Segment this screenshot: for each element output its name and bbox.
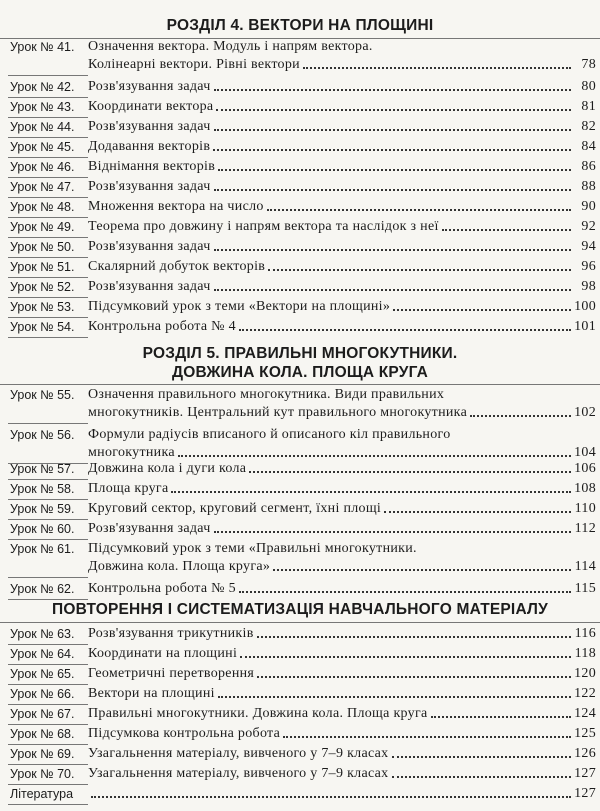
entry-last-line xyxy=(88,258,596,276)
dot-leader xyxy=(91,796,571,798)
entry-line: Розв'язування трикутників xyxy=(88,626,254,641)
entry-last-line xyxy=(88,56,596,74)
entry-line: Означення вектора. Модуль і напрям вектора. xyxy=(88,39,373,54)
row-divider xyxy=(8,423,88,424)
dot-leader xyxy=(257,636,571,638)
lesson-number: Урок № 51. xyxy=(10,260,75,274)
page-number[interactable]: 96 xyxy=(581,259,596,274)
row-divider xyxy=(8,75,88,76)
page-number[interactable]: 101 xyxy=(574,319,596,334)
entry-line: Скалярний добуток векторів xyxy=(88,259,266,274)
entry-last-line xyxy=(88,645,596,663)
page-number[interactable]: 127 xyxy=(574,766,596,781)
page-number[interactable]: 114 xyxy=(574,559,596,574)
dot-leader xyxy=(214,189,571,191)
entry-text xyxy=(88,158,596,176)
entry-text xyxy=(88,520,596,538)
dot-leader xyxy=(442,229,571,231)
lesson-number: Урок № 48. xyxy=(10,200,75,214)
dot-leader xyxy=(214,249,571,251)
section-title: РОЗДІЛ 5. ПРАВИЛЬНІ МНОГОКУТНИКИ. xyxy=(142,345,458,362)
entry-text xyxy=(88,625,596,643)
entry-line: Координати вектора xyxy=(88,99,214,114)
lesson-number: Урок № 64. xyxy=(10,647,75,661)
entry-last-line xyxy=(88,480,596,498)
entry-last-line xyxy=(88,685,596,703)
entry-text xyxy=(88,218,596,236)
lesson-number: Урок № 41. xyxy=(10,40,75,54)
entry-line: Розв'язування задач xyxy=(88,79,211,94)
entry-text xyxy=(88,426,596,462)
page-number[interactable]: 82 xyxy=(581,119,596,134)
entry-text xyxy=(88,278,596,296)
entry-line: Контрольна робота № 4 xyxy=(88,319,236,334)
entry-text xyxy=(88,386,596,422)
page-number[interactable]: 81 xyxy=(581,99,596,114)
lesson-number: Урок № 63. xyxy=(10,627,75,641)
lesson-number: Урок № 49. xyxy=(10,220,75,234)
dot-leader xyxy=(214,289,571,291)
entry-line: Довжина кола. Площа круга» xyxy=(88,559,271,574)
entry-line: Довжина кола і дуги кола xyxy=(88,461,247,476)
lesson-number: Урок № 50. xyxy=(10,240,75,254)
lesson-number: Урок № 56. xyxy=(10,428,75,442)
entry-text xyxy=(88,178,596,196)
dot-leader xyxy=(178,455,571,457)
entry-line: Площа круга xyxy=(88,481,169,496)
entry-last-line xyxy=(88,625,596,643)
dot-leader xyxy=(268,269,571,271)
page-number[interactable]: 118 xyxy=(574,646,596,661)
lesson-number: Урок № 62. xyxy=(10,582,75,596)
page-number[interactable]: 84 xyxy=(581,139,596,154)
entry-line: Підсумковий урок з теми «Правильні многокутники. xyxy=(88,541,417,556)
entry-line: Розв'язування задач xyxy=(88,179,211,194)
lesson-number: Урок № 69. xyxy=(10,747,75,761)
row-divider xyxy=(8,599,88,600)
dot-leader xyxy=(239,591,571,593)
lesson-number: Література xyxy=(10,787,74,801)
dot-leader xyxy=(214,531,571,533)
entry-line: Розв'язування задач xyxy=(88,521,211,536)
entry-text xyxy=(88,78,596,96)
entry-last-line xyxy=(88,318,596,336)
page-number[interactable]: 78 xyxy=(581,57,596,72)
entry-line: Координати на площині xyxy=(88,646,238,661)
dot-leader xyxy=(283,736,571,738)
page-number[interactable]: 88 xyxy=(581,179,596,194)
entry-text xyxy=(88,725,596,743)
page-number[interactable]: 110 xyxy=(574,501,596,516)
page-number[interactable]: 122 xyxy=(574,686,596,701)
entry-line: Узагальнення матеріалу, вивченого у 7–9 класах xyxy=(88,766,389,781)
entry-text xyxy=(88,38,596,74)
lesson-number: Урок № 58. xyxy=(10,482,75,496)
entry-text xyxy=(88,785,596,803)
page-number[interactable]: 108 xyxy=(574,481,596,496)
entry-last-line xyxy=(88,138,596,156)
entry-text xyxy=(88,500,596,518)
entry-last-line xyxy=(88,558,596,576)
entry-text xyxy=(88,318,596,336)
entry-last-line xyxy=(88,158,596,176)
entry-line: Підсумковий урок з теми «Вектори на площині» xyxy=(88,299,391,314)
row-divider xyxy=(8,577,88,578)
page-number[interactable]: 86 xyxy=(581,159,596,174)
row-divider xyxy=(8,804,88,805)
entry-line: Означення правильного многокутника. Види правильних xyxy=(88,387,445,402)
page-number[interactable]: 80 xyxy=(581,79,596,94)
lesson-number: Урок № 67. xyxy=(10,707,75,721)
page-number[interactable]: 90 xyxy=(581,199,596,214)
page-number[interactable]: 100 xyxy=(574,299,596,314)
entry-line: Формули радіусів вписаного й описаного кіл правильного xyxy=(88,427,451,442)
entry-last-line xyxy=(88,725,596,743)
entry-line: Додавання векторів xyxy=(88,139,211,154)
entry-last-line xyxy=(88,665,596,683)
dot-leader xyxy=(240,656,571,658)
lesson-number: Урок № 53. xyxy=(10,300,75,314)
dot-leader xyxy=(218,696,571,698)
lesson-number: Урок № 44. xyxy=(10,120,75,134)
entry-line: многокутника xyxy=(88,445,175,460)
lesson-number: Урок № 43. xyxy=(10,100,75,114)
entry-last-line xyxy=(88,580,596,598)
page-number[interactable]: 115 xyxy=(574,581,596,596)
entry-line: Множення вектора на число xyxy=(88,199,264,214)
entry-text xyxy=(88,238,596,256)
entry-text xyxy=(88,98,596,116)
dot-leader xyxy=(257,676,571,678)
dot-leader xyxy=(431,716,571,718)
page-number[interactable]: 106 xyxy=(574,461,596,476)
entry-line: Розв'язування задач xyxy=(88,119,211,134)
entry-last-line xyxy=(88,785,596,803)
lesson-number: Урок № 46. xyxy=(10,160,75,174)
lesson-number: Урок № 54. xyxy=(10,320,75,334)
entry-line: Розв'язування задач xyxy=(88,279,211,294)
page-number[interactable]: 125 xyxy=(574,726,596,741)
entry-line: Геометричні перетворення xyxy=(88,666,255,681)
entry-text xyxy=(88,665,596,683)
page-number[interactable]: 98 xyxy=(581,279,596,294)
page-number[interactable]: 104 xyxy=(574,445,596,460)
entry-text xyxy=(88,685,596,703)
entry-last-line xyxy=(88,98,596,116)
entry-last-line xyxy=(88,178,596,196)
entry-line: многокутників. Центральний кут правильного многокутника xyxy=(88,405,468,420)
entry-line: Узагальнення матеріалу, вивченого у 7–9 класах xyxy=(88,746,389,761)
lesson-number: Урок № 47. xyxy=(10,180,75,194)
entry-line: Теорема про довжину і напрям вектора та наслідок з неї xyxy=(88,219,439,234)
lesson-number: Урок № 60. xyxy=(10,522,75,536)
entry-text xyxy=(88,138,596,156)
divider xyxy=(0,384,600,385)
entry-last-line xyxy=(88,198,596,216)
entry-line: Правильні многокутники. Довжина кола. Площа круга xyxy=(88,706,428,721)
dot-leader xyxy=(249,471,571,473)
entry-text xyxy=(88,580,596,598)
entry-text xyxy=(88,765,596,783)
lesson-number: Урок № 68. xyxy=(10,727,75,741)
entry-last-line xyxy=(88,118,596,136)
lesson-number: Урок № 66. xyxy=(10,687,75,701)
page-number[interactable]: 124 xyxy=(574,706,596,721)
entry-text xyxy=(88,118,596,136)
page-number[interactable]: 127 xyxy=(574,786,596,801)
dot-leader xyxy=(470,415,571,417)
entry-line: Контрольна робота № 5 xyxy=(88,581,236,596)
entry-text xyxy=(88,198,596,216)
dot-leader xyxy=(218,169,571,171)
dot-leader xyxy=(393,309,571,311)
entry-line: Колінеарні вектори. Рівні вектори xyxy=(88,57,300,72)
entry-last-line xyxy=(88,78,596,96)
page-number[interactable]: 126 xyxy=(574,746,596,761)
entry-line: Віднімання векторів xyxy=(88,159,216,174)
entry-last-line xyxy=(88,238,596,256)
entry-last-line xyxy=(88,460,596,478)
entry-text xyxy=(88,258,596,276)
lesson-number: Урок № 61. xyxy=(10,542,75,556)
dot-leader xyxy=(213,149,571,151)
entry-text xyxy=(88,745,596,763)
dot-leader xyxy=(392,756,572,758)
row-divider xyxy=(8,337,88,338)
entry-text xyxy=(88,298,596,316)
lesson-number: Урок № 65. xyxy=(10,667,75,681)
dot-leader xyxy=(267,209,571,211)
lesson-number: Урок № 52. xyxy=(10,280,75,294)
entry-line: Круговий сектор, круговий сегмент, їхні площі xyxy=(88,501,382,516)
entry-text xyxy=(88,460,596,478)
entry-text xyxy=(88,705,596,723)
entry-last-line xyxy=(88,520,596,538)
section-title: ПОВТОРЕННЯ І СИСТЕМАТИЗАЦІЯ НАВЧАЛЬНОГО МАТЕРІАЛУ xyxy=(52,601,548,618)
entry-line: Розв'язування задач xyxy=(88,239,211,254)
page-number[interactable]: 112 xyxy=(574,521,596,536)
entry-text xyxy=(88,540,596,576)
section-title: РОЗДІЛ 4. ВЕКТОРИ НА ПЛОЩИНІ xyxy=(166,17,434,34)
entry-last-line xyxy=(88,705,596,723)
dot-leader xyxy=(239,329,571,331)
lesson-number: Урок № 59. xyxy=(10,502,75,516)
dot-leader xyxy=(392,776,572,778)
page-number[interactable]: 116 xyxy=(574,626,596,641)
page-number[interactable]: 120 xyxy=(574,666,596,681)
page-number[interactable]: 92 xyxy=(581,219,596,234)
entry-line: Вектори на площині xyxy=(88,686,215,701)
dot-leader xyxy=(171,491,571,493)
lesson-number: Урок № 42. xyxy=(10,80,75,94)
section-subtitle: ДОВЖИНА КОЛА. ПЛОЩА КРУГА xyxy=(172,364,428,381)
entry-last-line xyxy=(88,278,596,296)
lesson-number: Урок № 70. xyxy=(10,767,75,781)
entry-last-line xyxy=(88,765,596,783)
dot-leader xyxy=(216,109,571,111)
entry-last-line xyxy=(88,404,596,422)
lesson-number: Урок № 55. xyxy=(10,388,75,402)
entry-text xyxy=(88,645,596,663)
dot-leader xyxy=(214,129,571,131)
entry-last-line xyxy=(88,745,596,763)
entry-last-line xyxy=(88,218,596,236)
dot-leader xyxy=(214,89,571,91)
page-number[interactable]: 102 xyxy=(574,405,596,420)
entry-line: Підсумкова контрольна робота xyxy=(88,726,281,741)
entry-last-line xyxy=(88,500,596,518)
dot-leader xyxy=(273,569,571,571)
entry-last-line xyxy=(88,298,596,316)
lesson-number: Урок № 45. xyxy=(10,140,75,154)
lesson-number: Урок № 57. xyxy=(10,462,75,476)
dot-leader xyxy=(303,67,571,69)
entry-text xyxy=(88,480,596,498)
dot-leader xyxy=(384,511,571,513)
page-number[interactable]: 94 xyxy=(581,239,596,254)
divider xyxy=(0,622,600,623)
